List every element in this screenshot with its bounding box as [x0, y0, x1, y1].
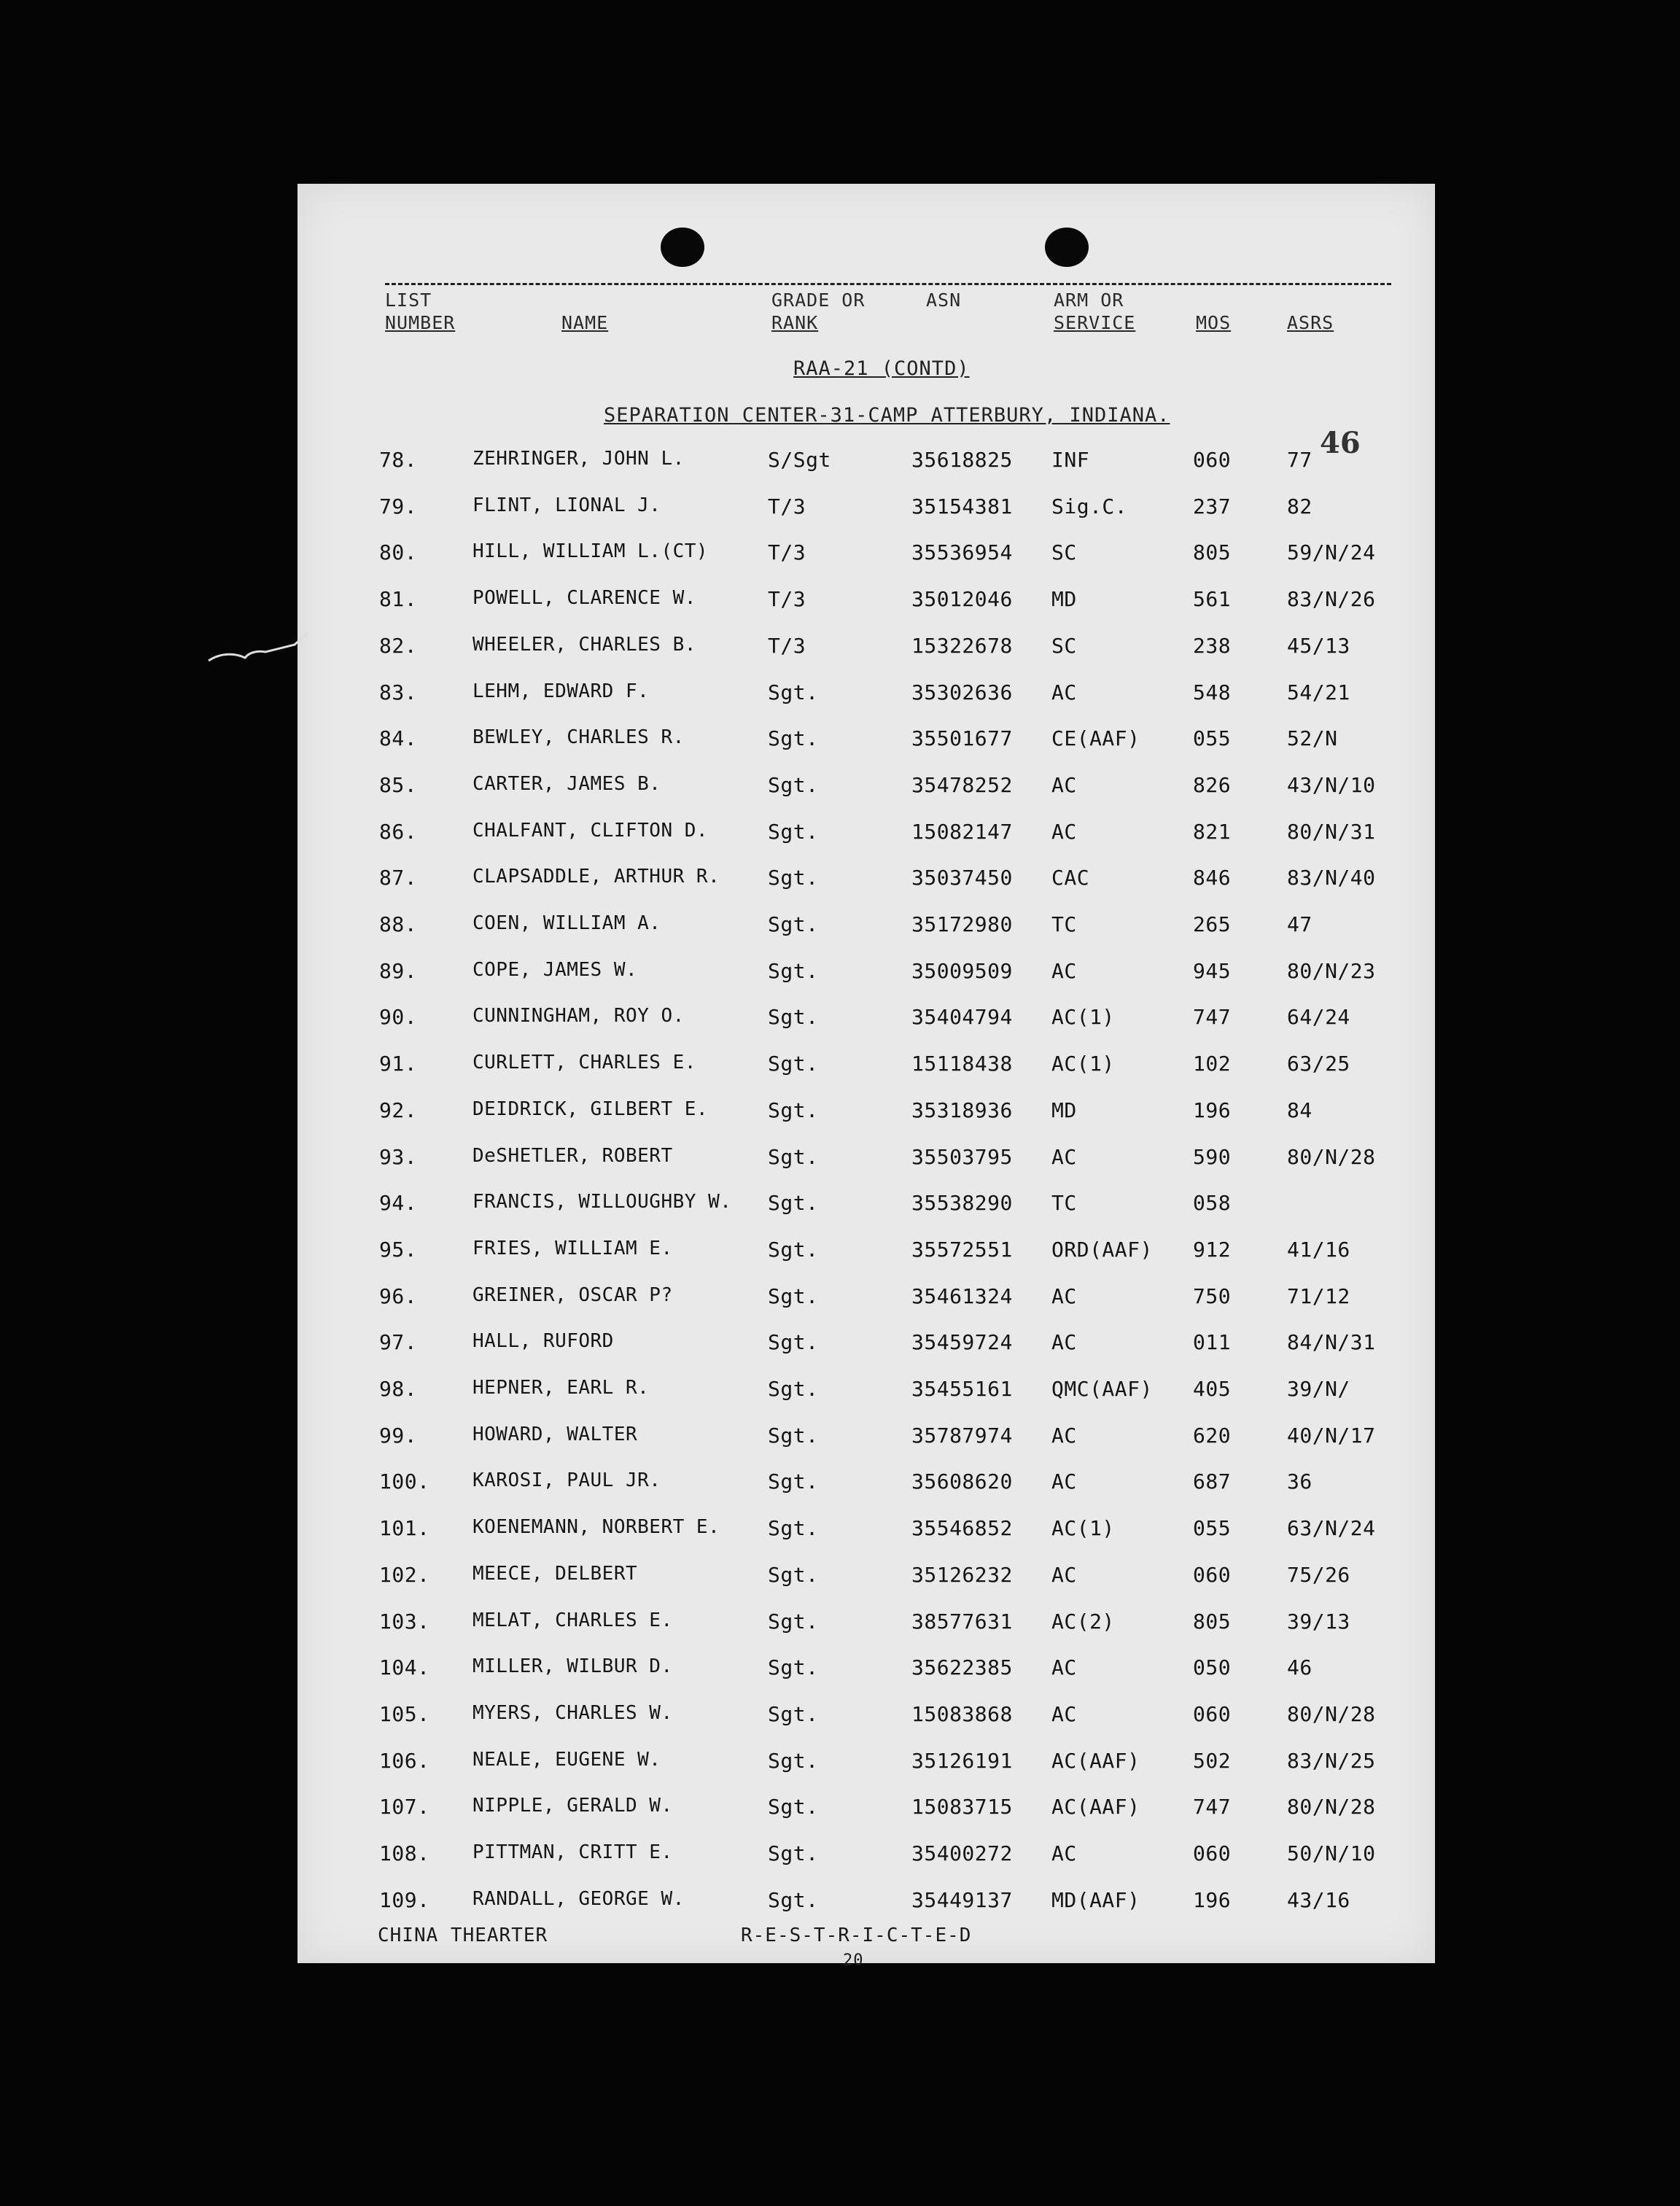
row-number: 99.	[379, 1423, 418, 1448]
row-name: HEPNER, EARL R.	[472, 1377, 650, 1399]
table-row	[298, 1655, 1435, 1685]
row-name: HILL, WILLIAM L.(CT)	[472, 540, 709, 563]
row-asn: 35154381	[911, 494, 1013, 519]
row-asn: 38577631	[911, 1609, 1013, 1634]
row-grade: Sgt.	[768, 726, 819, 751]
row-grade: Sgt.	[768, 1052, 819, 1076]
row-name: BEWLEY, CHARLES R.	[472, 726, 685, 749]
row-arm: AC	[1051, 958, 1077, 983]
header-list-number: LIST NUMBER	[385, 290, 456, 333]
row-arm: TC	[1051, 1191, 1077, 1216]
row-asn: 35572551	[911, 1237, 1013, 1262]
table-row	[298, 820, 1435, 849]
row-asrs: 54/21	[1287, 680, 1350, 704]
row-grade: Sgt.	[768, 958, 819, 983]
row-grade: Sgt.	[768, 1748, 819, 1773]
row-arm: AC	[1051, 1701, 1077, 1726]
row-grade: T/3	[768, 494, 806, 519]
row-arm: AC(AAF)	[1051, 1795, 1140, 1819]
row-grade: Sgt.	[768, 1469, 819, 1494]
row-asrs: 80/N/28	[1287, 1144, 1376, 1169]
row-mos: 405	[1193, 1377, 1232, 1401]
row-name: NIPPLE, GERALD W.	[472, 1795, 673, 1817]
row-grade: Sgt.	[768, 1098, 819, 1122]
table-row	[298, 1098, 1435, 1127]
table-row	[298, 1005, 1435, 1034]
row-mos: 055	[1193, 726, 1232, 751]
row-asn: 35172980	[911, 912, 1013, 936]
table-row	[298, 1330, 1435, 1359]
footer-page-number: 20	[843, 1951, 864, 1970]
row-arm: MD	[1051, 1098, 1077, 1122]
row-grade: Sgt.	[768, 1655, 819, 1680]
row-asn: 35546852	[911, 1516, 1013, 1541]
row-grade: Sgt.	[768, 1144, 819, 1169]
row-asrs: 46	[1287, 1655, 1312, 1680]
row-number: 90.	[379, 1005, 418, 1030]
row-arm: AC	[1051, 1562, 1077, 1587]
row-asrs: 77	[1287, 448, 1312, 472]
table-row	[298, 1238, 1435, 1267]
row-mos: 055	[1193, 1516, 1232, 1541]
row-arm: AC	[1051, 1144, 1077, 1169]
row-grade: Sgt.	[768, 866, 819, 890]
header-name: NAME	[561, 312, 609, 333]
row-arm: AC	[1051, 1469, 1077, 1494]
row-arm: SC	[1051, 540, 1077, 565]
row-number: 106.	[379, 1748, 430, 1773]
table-row	[298, 680, 1435, 710]
row-arm: QMC(AAF)	[1051, 1377, 1153, 1401]
row-asn: 35449137	[911, 1887, 1013, 1912]
row-number: 84.	[379, 726, 418, 751]
row-name: CURLETT, CHARLES E.	[472, 1052, 696, 1074]
table-row	[298, 494, 1435, 524]
row-number: 81.	[379, 587, 418, 612]
row-asn: 35037450	[911, 866, 1013, 890]
row-name: CARTER, JAMES B.	[472, 772, 661, 795]
table-row	[298, 540, 1435, 570]
row-name: ZEHRINGER, JOHN L.	[472, 448, 685, 470]
row-mos: 846	[1193, 866, 1232, 890]
row-arm: AC(AAF)	[1051, 1748, 1140, 1773]
row-mos: 102	[1193, 1052, 1232, 1076]
row-mos: 058	[1193, 1191, 1232, 1216]
row-asrs: 84/N/31	[1287, 1330, 1376, 1355]
row-asn: 35009509	[911, 958, 1013, 983]
table-row	[298, 1516, 1435, 1545]
row-asn: 35302636	[911, 680, 1013, 704]
row-asn: 35478252	[911, 772, 1013, 797]
row-asrs: 59/N/24	[1287, 540, 1376, 565]
row-mos: 060	[1193, 448, 1232, 472]
row-name: FRIES, WILLIAM E.	[472, 1237, 673, 1259]
roster-location: SEPARATION CENTER-31-CAMP ATTERBURY, INDIANA.	[604, 404, 1170, 427]
table-row	[298, 1145, 1435, 1174]
row-grade: T/3	[768, 540, 806, 565]
row-arm: CAC	[1051, 866, 1090, 890]
table-row	[298, 726, 1435, 756]
row-asrs: 82	[1287, 494, 1312, 519]
row-asrs: 45/13	[1287, 633, 1350, 658]
row-asrs: 84	[1287, 1098, 1312, 1122]
row-grade: T/3	[768, 633, 806, 658]
row-arm: MD(AAF)	[1051, 1887, 1140, 1912]
row-arm: AC	[1051, 1283, 1077, 1308]
table-row	[298, 1469, 1435, 1499]
header-grade: GRADE OR RANK	[771, 290, 866, 333]
row-number: 88.	[379, 912, 418, 936]
punch-hole-right	[1045, 228, 1089, 267]
row-asrs: 63/25	[1287, 1052, 1350, 1076]
table-row	[298, 1888, 1435, 1917]
row-name: WHEELER, CHARLES B.	[472, 633, 696, 656]
row-asrs: 39/N/	[1287, 1377, 1350, 1401]
row-mos: 945	[1193, 958, 1232, 983]
row-asn: 35318936	[911, 1098, 1013, 1122]
row-mos: 196	[1193, 1887, 1232, 1912]
table-row	[298, 1563, 1435, 1592]
row-number: 101.	[379, 1516, 430, 1541]
row-number: 85.	[379, 772, 418, 797]
row-name: MEECE, DELBERT	[472, 1562, 638, 1585]
row-number: 92.	[379, 1098, 418, 1122]
row-number: 102.	[379, 1562, 430, 1587]
row-number: 86.	[379, 819, 418, 844]
row-name: MYERS, CHARLES W.	[472, 1701, 673, 1724]
row-grade: Sgt.	[768, 1887, 819, 1912]
row-mos: 826	[1193, 772, 1232, 797]
row-arm: TC	[1051, 912, 1077, 936]
header-asrs: ASRS	[1287, 312, 1334, 333]
row-name: GREINER, OSCAR P?	[472, 1283, 673, 1306]
header-mos: MOS	[1196, 312, 1232, 333]
row-mos: 561	[1193, 587, 1232, 612]
row-mos: 060	[1193, 1841, 1232, 1865]
row-grade: Sgt.	[768, 1423, 819, 1448]
row-mos: 805	[1193, 540, 1232, 565]
row-asn: 35787974	[911, 1423, 1013, 1448]
row-arm: AC	[1051, 680, 1077, 704]
row-asrs: 36	[1287, 1469, 1312, 1494]
row-asn: 15082147	[911, 819, 1013, 844]
header-rule-top	[385, 283, 1391, 285]
row-number: 104.	[379, 1655, 430, 1680]
table-row	[298, 1284, 1435, 1313]
row-name: POWELL, CLARENCE W.	[472, 587, 696, 610]
row-arm: AC	[1051, 819, 1077, 844]
row-mos: 620	[1193, 1423, 1232, 1448]
row-grade: Sgt.	[768, 1701, 819, 1726]
row-arm: MD	[1051, 587, 1077, 612]
table-row	[298, 1191, 1435, 1220]
row-asn: 35126232	[911, 1562, 1013, 1587]
table-row	[298, 634, 1435, 663]
row-number: 108.	[379, 1841, 430, 1865]
row-grade: Sgt.	[768, 772, 819, 797]
row-grade: Sgt.	[768, 1795, 819, 1819]
row-asn: 35400272	[911, 1841, 1013, 1865]
row-arm: AC(1)	[1051, 1005, 1115, 1030]
row-grade: Sgt.	[768, 1609, 819, 1634]
row-name: PITTMAN, CRITT E.	[472, 1841, 673, 1863]
row-mos: 747	[1193, 1005, 1232, 1030]
margin-scribble	[207, 630, 309, 674]
row-asn: 35404794	[911, 1005, 1013, 1030]
row-asrs: 80/N/28	[1287, 1795, 1376, 1819]
row-asn: 35501677	[911, 726, 1013, 751]
row-number: 96.	[379, 1283, 418, 1308]
row-asrs: 75/26	[1287, 1562, 1350, 1587]
row-mos: 747	[1193, 1795, 1232, 1819]
table-row	[298, 587, 1435, 616]
table-row	[298, 1424, 1435, 1453]
row-mos: 548	[1193, 680, 1232, 704]
handwritten-page-number: 46	[1320, 426, 1361, 460]
row-number: 105.	[379, 1701, 430, 1726]
row-arm: SC	[1051, 633, 1077, 658]
table-row	[298, 1749, 1435, 1778]
row-number: 93.	[379, 1144, 418, 1169]
row-number: 87.	[379, 866, 418, 890]
row-asn: 35459724	[911, 1330, 1013, 1355]
table-row	[298, 1702, 1435, 1731]
row-mos: 050	[1193, 1655, 1232, 1680]
row-asrs: 83/N/26	[1287, 587, 1376, 612]
row-mos: 011	[1193, 1330, 1232, 1355]
row-arm: Sig.C.	[1051, 494, 1128, 519]
row-arm: AC(1)	[1051, 1052, 1115, 1076]
row-asn: 35461324	[911, 1283, 1013, 1308]
row-number: 95.	[379, 1237, 418, 1262]
row-number: 98.	[379, 1377, 418, 1401]
row-asrs: 43/16	[1287, 1887, 1350, 1912]
row-grade: Sgt.	[768, 680, 819, 704]
row-number: 107.	[379, 1795, 430, 1819]
row-mos: 237	[1193, 494, 1232, 519]
row-asrs: 80/N/28	[1287, 1701, 1376, 1726]
table-row	[298, 959, 1435, 988]
row-grade: Sgt.	[768, 1191, 819, 1216]
row-mos: 805	[1193, 1609, 1232, 1634]
row-name: COEN, WILLIAM A.	[472, 912, 661, 934]
row-asrs: 80/N/31	[1287, 819, 1376, 844]
table-row	[298, 1377, 1435, 1406]
row-name: CUNNINGHAM, ROY O.	[472, 1005, 685, 1028]
row-arm: AC	[1051, 1423, 1077, 1448]
row-arm: CE(AAF)	[1051, 726, 1140, 751]
row-asrs: 52/N	[1287, 726, 1338, 751]
row-arm: ORD(AAF)	[1051, 1237, 1153, 1262]
row-asrs: 41/16	[1287, 1237, 1350, 1262]
row-mos: 687	[1193, 1469, 1232, 1494]
row-number: 97.	[379, 1330, 418, 1355]
row-mos: 912	[1193, 1237, 1232, 1262]
row-name: KAROSI, PAUL JR.	[472, 1469, 661, 1492]
row-asrs: 40/N/17	[1287, 1423, 1376, 1448]
table-row	[298, 866, 1435, 895]
table-row	[298, 1841, 1435, 1871]
row-asn: 35608620	[911, 1469, 1013, 1494]
table-row	[298, 448, 1435, 477]
row-mos: 060	[1193, 1562, 1232, 1587]
row-name: DEIDRICK, GILBERT E.	[472, 1098, 709, 1120]
row-number: 79.	[379, 494, 418, 519]
table-row	[298, 1609, 1435, 1639]
row-asn: 15083715	[911, 1795, 1013, 1819]
footer-restricted: R-E-S-T-R-I-C-T-E-D	[741, 1925, 972, 1946]
row-asrs: 80/N/23	[1287, 958, 1376, 983]
row-number: 82.	[379, 633, 418, 658]
row-name: HOWARD, WALTER	[472, 1423, 638, 1445]
row-arm: AC	[1051, 1841, 1077, 1865]
row-arm: AC(2)	[1051, 1609, 1115, 1634]
row-name: FLINT, LIONAL J.	[472, 494, 661, 516]
row-grade: Sgt.	[768, 819, 819, 844]
row-grade: Sgt.	[768, 1330, 819, 1355]
row-arm: AC(1)	[1051, 1516, 1115, 1541]
row-number: 83.	[379, 680, 418, 704]
row-name: HALL, RUFORD	[472, 1330, 614, 1353]
row-mos: 502	[1193, 1748, 1232, 1773]
table-row	[298, 773, 1435, 802]
row-name: COPE, JAMES W.	[472, 958, 638, 981]
row-grade: Sgt.	[768, 1377, 819, 1401]
row-asrs: 71/12	[1287, 1283, 1350, 1308]
row-grade: T/3	[768, 587, 806, 612]
row-name: CLAPSADDLE, ARTHUR R.	[472, 866, 720, 888]
row-asn: 35503795	[911, 1144, 1013, 1169]
row-name: FRANCIS, WILLOUGHBY W.	[472, 1191, 732, 1213]
row-arm: AC	[1051, 1330, 1077, 1355]
row-name: MILLER, WILBUR D.	[472, 1655, 673, 1678]
row-number: 80.	[379, 540, 418, 565]
row-mos: 750	[1193, 1283, 1232, 1308]
row-number: 103.	[379, 1609, 430, 1634]
row-grade: Sgt.	[768, 1562, 819, 1587]
row-mos: 265	[1193, 912, 1232, 936]
row-asrs: 43/N/10	[1287, 772, 1376, 797]
row-arm: AC	[1051, 772, 1077, 797]
row-asrs: 83/N/40	[1287, 866, 1376, 890]
row-asrs: 50/N/10	[1287, 1841, 1376, 1865]
row-asrs: 63/N/24	[1287, 1516, 1376, 1541]
row-asn: 35455161	[911, 1377, 1013, 1401]
row-number: 78.	[379, 448, 418, 472]
table-row	[298, 1052, 1435, 1081]
row-mos: 196	[1193, 1098, 1232, 1122]
row-asn: 15322678	[911, 633, 1013, 658]
row-mos: 590	[1193, 1144, 1232, 1169]
footer-theater: CHINA THEARTER	[378, 1925, 548, 1946]
row-grade: S/Sgt	[768, 448, 831, 472]
row-mos: 821	[1193, 819, 1232, 844]
row-grade: Sgt.	[768, 912, 819, 936]
row-asrs: 83/N/25	[1287, 1748, 1376, 1773]
row-grade: Sgt.	[768, 1237, 819, 1262]
document-page	[298, 184, 1435, 1970]
row-arm: INF	[1051, 448, 1090, 472]
row-number: 89.	[379, 958, 418, 983]
row-asn: 35126191	[911, 1748, 1013, 1773]
row-asn: 35622385	[911, 1655, 1013, 1680]
row-name: KOENEMANN, NORBERT E.	[472, 1516, 720, 1539]
row-asrs: 64/24	[1287, 1005, 1350, 1030]
row-grade: Sgt.	[768, 1841, 819, 1865]
row-asn: 35538290	[911, 1191, 1013, 1216]
row-number: 100.	[379, 1469, 430, 1494]
roster-subtitle: RAA-21 (CONTD)	[793, 357, 970, 380]
row-name: RANDALL, GEORGE W.	[472, 1887, 685, 1910]
row-mos: 060	[1193, 1701, 1232, 1726]
row-asn: 35012046	[911, 587, 1013, 612]
table-row	[298, 1795, 1435, 1824]
header-asn: ASN	[926, 290, 962, 311]
row-number: 109.	[379, 1887, 430, 1912]
row-arm: AC	[1051, 1655, 1077, 1680]
row-number: 94.	[379, 1191, 418, 1216]
row-asn: 15083868	[911, 1701, 1013, 1726]
row-grade: Sgt.	[768, 1005, 819, 1030]
row-asn: 35536954	[911, 540, 1013, 565]
row-name: MELAT, CHARLES E.	[472, 1609, 673, 1631]
row-name: DeSHETLER, ROBERT	[472, 1144, 673, 1167]
row-number: 91.	[379, 1052, 418, 1076]
row-grade: Sgt.	[768, 1283, 819, 1308]
row-mos: 238	[1193, 633, 1232, 658]
header-arm: ARM OR SERVICE	[1054, 290, 1136, 333]
table-row	[298, 912, 1435, 941]
row-asrs: 47	[1287, 912, 1312, 936]
punch-hole-left	[661, 228, 704, 267]
row-asn: 35618825	[911, 448, 1013, 472]
row-asn: 15118438	[911, 1052, 1013, 1076]
row-grade: Sgt.	[768, 1516, 819, 1541]
row-name: NEALE, EUGENE W.	[472, 1748, 661, 1771]
row-asrs: 39/13	[1287, 1609, 1350, 1634]
row-name: LEHM, EDWARD F.	[472, 680, 650, 702]
row-name: CHALFANT, CLIFTON D.	[472, 819, 709, 842]
